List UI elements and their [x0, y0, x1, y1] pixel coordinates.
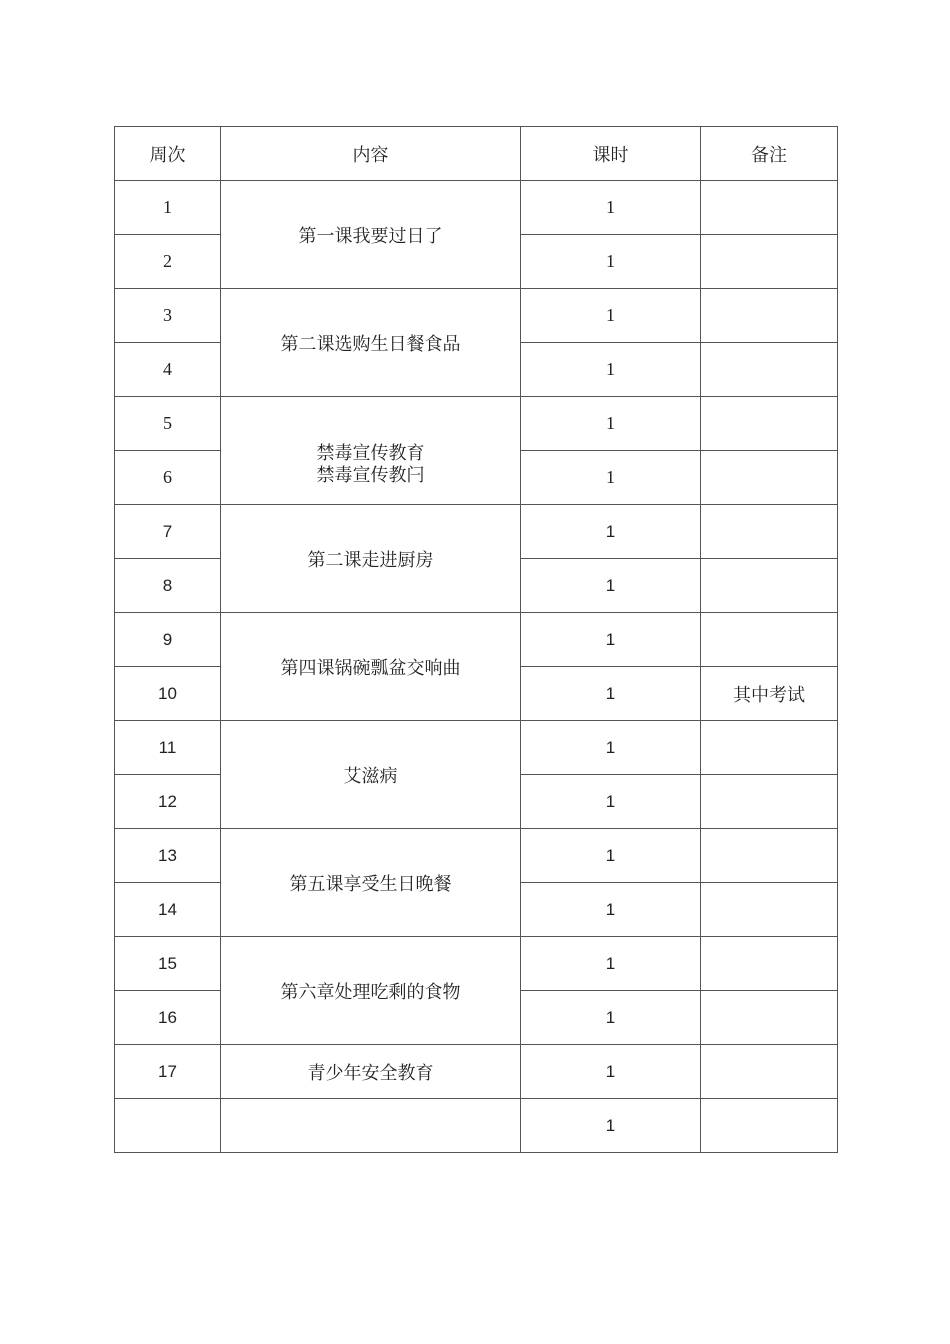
table-header-row	[115, 127, 838, 181]
week-cell: 12	[115, 775, 221, 829]
notes-cell	[701, 451, 838, 505]
notes-cell	[701, 1045, 838, 1099]
table-row	[115, 397, 838, 451]
week-cell: 9	[115, 613, 221, 667]
notes-cell	[701, 235, 838, 289]
lesson-cell: 艾滋病	[221, 721, 521, 829]
notes-cell	[701, 721, 838, 775]
hours-cell: 1	[521, 721, 701, 775]
table-row	[115, 937, 838, 991]
week-cell	[115, 1099, 221, 1153]
notes-cell	[701, 343, 838, 397]
week-cell: 8	[115, 559, 221, 613]
week-cell: 1	[115, 181, 221, 235]
table-row	[115, 1099, 838, 1153]
header-hours: 课时	[521, 127, 701, 181]
hours-cell: 1	[521, 505, 701, 559]
notes-cell	[701, 289, 838, 343]
table-row	[115, 829, 838, 883]
table-row	[115, 1045, 838, 1099]
hours-cell: 1	[521, 181, 701, 235]
week-cell: 7	[115, 505, 221, 559]
table-row	[115, 505, 838, 559]
hours-cell: 1	[521, 235, 701, 289]
header-content: 内容	[221, 127, 521, 181]
hours-cell: 1	[521, 1099, 701, 1153]
week-cell: 14	[115, 883, 221, 937]
lesson-cell: 第五课享受生日晚餐	[221, 829, 521, 937]
hours-cell: 1	[521, 343, 701, 397]
lesson-line: 禁毒宣传教育	[316, 442, 425, 464]
hours-cell: 1	[521, 451, 701, 505]
lesson-cell	[221, 1099, 521, 1153]
week-cell: 2	[115, 235, 221, 289]
hours-cell: 1	[521, 937, 701, 991]
header-week: 周次	[115, 127, 221, 181]
week-cell: 3	[115, 289, 221, 343]
hours-cell: 1	[521, 1045, 701, 1099]
week-cell: 17	[115, 1045, 221, 1099]
week-cell: 15	[115, 937, 221, 991]
notes-cell	[701, 559, 838, 613]
week-cell: 13	[115, 829, 221, 883]
hours-cell: 1	[521, 991, 701, 1045]
lesson-cell: 第一课我要过日了	[221, 181, 521, 289]
table-row	[115, 613, 838, 667]
lesson-cell: 第二课走进厨房	[221, 505, 521, 613]
week-cell: 5	[115, 397, 221, 451]
notes-cell	[701, 937, 838, 991]
notes-cell	[701, 775, 838, 829]
notes-cell: 其中考试	[701, 667, 838, 721]
header-notes: 备注	[701, 127, 838, 181]
hours-cell: 1	[521, 613, 701, 667]
lesson-cell: 第四课锅碗瓢盆交响曲	[221, 613, 521, 721]
notes-cell	[701, 613, 838, 667]
notes-cell	[701, 829, 838, 883]
lesson-cell: 第六章处理吃剩的食物	[221, 937, 521, 1045]
hours-cell: 1	[521, 829, 701, 883]
notes-cell	[701, 397, 838, 451]
week-cell: 4	[115, 343, 221, 397]
lesson-line: 禁毒宣传教闩	[316, 464, 425, 486]
hours-cell: 1	[521, 775, 701, 829]
schedule-table	[114, 126, 838, 1153]
table-row	[115, 289, 838, 343]
week-cell: 11	[115, 721, 221, 775]
week-cell: 10	[115, 667, 221, 721]
hours-cell: 1	[521, 559, 701, 613]
table-row	[115, 181, 838, 235]
week-cell: 16	[115, 991, 221, 1045]
hours-cell: 1	[521, 289, 701, 343]
overlapping-lesson-text	[317, 442, 425, 488]
notes-cell	[701, 181, 838, 235]
lesson-cell: 第二课选购生日餐食品	[221, 289, 521, 397]
lesson-cell: 青少年安全教育	[221, 1045, 521, 1099]
notes-cell	[701, 883, 838, 937]
notes-cell	[701, 1099, 838, 1153]
hours-cell: 1	[521, 667, 701, 721]
table-row	[115, 721, 838, 775]
notes-cell	[701, 505, 838, 559]
hours-cell: 1	[521, 883, 701, 937]
week-cell: 6	[115, 451, 221, 505]
hours-cell: 1	[521, 397, 701, 451]
notes-cell	[701, 991, 838, 1045]
lesson-cell	[221, 397, 521, 505]
